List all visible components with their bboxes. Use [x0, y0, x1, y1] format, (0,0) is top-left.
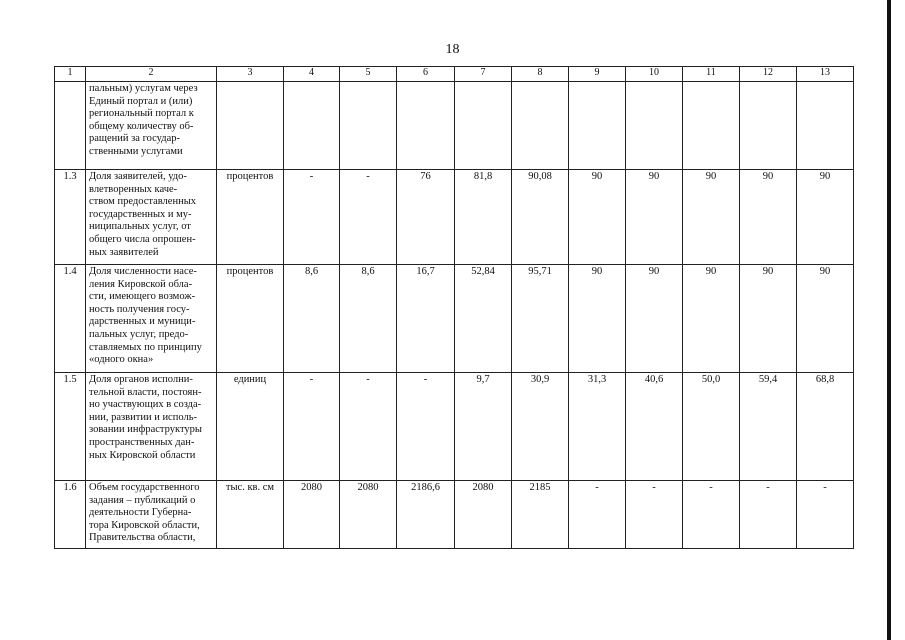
indicator-name — [86, 170, 217, 265]
indicator-name-line: тельной власти, постоян- — [89, 386, 202, 398]
unit-of-measure: процентов — [217, 265, 284, 373]
value-cell: 90 — [569, 265, 626, 373]
indicator-name-line: но участвующих в созда- — [89, 399, 202, 411]
value-cell: 90 — [626, 265, 683, 373]
table-row — [55, 481, 854, 549]
value-cell: 2080 — [340, 481, 397, 549]
value-cell: 90 — [740, 265, 797, 373]
value-cell — [340, 82, 397, 170]
value-cell: - — [284, 373, 340, 481]
value-cell: 90 — [740, 170, 797, 265]
value-cell: - — [683, 481, 740, 549]
table-row — [55, 170, 854, 265]
value-cell: 90 — [797, 170, 854, 265]
page-number: 18 — [445, 42, 460, 57]
column-header: 1 — [55, 67, 86, 82]
indicator-name-line: ниципальных услуг, от — [89, 221, 191, 233]
value-cell: 90,08 — [512, 170, 569, 265]
table-row — [55, 373, 854, 481]
column-header: 4 — [284, 67, 340, 82]
indicator-name-line: Доля органов исполни- — [89, 374, 193, 385]
value-cell: 2186,6 — [397, 481, 455, 549]
value-cell: - — [340, 373, 397, 481]
value-cell: - — [397, 373, 455, 481]
value-cell — [455, 82, 512, 170]
column-header: 13 — [797, 67, 854, 82]
column-header: 11 — [683, 67, 740, 82]
indicator-name-line: зовании инфраструктуры — [89, 424, 202, 436]
indicator-name-line: Объем государственного — [89, 482, 200, 493]
value-cell: - — [340, 170, 397, 265]
indicator-table — [54, 66, 854, 549]
column-header: 10 — [626, 67, 683, 82]
indicator-name-line: Доля численности насе- — [89, 266, 197, 277]
indicator-name-line: ных Кировской области — [89, 449, 196, 461]
indicator-name-line: ных заявителей — [89, 246, 159, 258]
row-number — [55, 82, 86, 170]
value-cell: - — [569, 481, 626, 549]
indicator-name-line: влетворенных каче- — [89, 183, 178, 195]
value-cell: 90 — [797, 265, 854, 373]
header-row — [55, 67, 854, 82]
indicator-name-line: ставляемых по принципу — [89, 341, 202, 353]
value-cell: 90 — [683, 265, 740, 373]
indicator-name-line: задания – публикаций о — [89, 494, 196, 506]
value-cell: 95,71 — [512, 265, 569, 373]
value-cell: - — [626, 481, 683, 549]
indicator-name-line: пальных услуг, предо- — [89, 328, 189, 340]
indicator-name-line: дарственных и муници- — [89, 316, 196, 328]
column-header: 9 — [569, 67, 626, 82]
value-cell: 50,0 — [683, 373, 740, 481]
indicator-name-line: ность получения госу- — [89, 303, 190, 315]
unit-of-measure: единиц — [217, 373, 284, 481]
value-cell: 90 — [626, 170, 683, 265]
value-cell: 2080 — [455, 481, 512, 549]
indicator-name — [86, 82, 217, 170]
indicator-name-line: Доля заявителей, удо- — [89, 171, 187, 182]
indicator-name — [86, 373, 217, 481]
indicator-name-line: ством предоставленных — [89, 196, 196, 208]
indicator-name-line: деятельности Губерна- — [89, 507, 192, 519]
value-cell: 81,8 — [455, 170, 512, 265]
column-header: 8 — [512, 67, 569, 82]
indicator-name-line: Правительства области, — [89, 532, 196, 544]
page-edge-rule — [887, 0, 891, 640]
table-row — [55, 265, 854, 373]
value-cell: 52,84 — [455, 265, 512, 373]
indicator-name-line: тора Кировской области, — [89, 519, 200, 531]
indicator-name-line: ственными услугами — [89, 145, 183, 157]
value-cell — [284, 82, 340, 170]
column-header: 2 — [86, 67, 217, 82]
value-cell: 9,7 — [455, 373, 512, 481]
value-cell: 40,6 — [626, 373, 683, 481]
column-header: 5 — [340, 67, 397, 82]
indicator-name — [86, 481, 217, 549]
value-cell — [512, 82, 569, 170]
value-cell: 76 — [397, 170, 455, 265]
indicator-name-line: региональный портал к — [89, 108, 194, 120]
unit-of-measure — [217, 82, 284, 170]
value-cell — [740, 82, 797, 170]
value-cell — [397, 82, 455, 170]
indicator-name-line: ления Кировской обла- — [89, 278, 193, 290]
value-cell: 90 — [683, 170, 740, 265]
value-cell: 59,4 — [740, 373, 797, 481]
unit-of-measure: процентов — [217, 170, 284, 265]
column-header: 6 — [397, 67, 455, 82]
value-cell: 8,6 — [284, 265, 340, 373]
value-cell — [626, 82, 683, 170]
value-cell: 8,6 — [340, 265, 397, 373]
row-number: 1.6 — [55, 481, 86, 549]
indicator-name-line: пальным) услугам через — [89, 83, 198, 94]
column-header: 7 — [455, 67, 512, 82]
value-cell: - — [797, 481, 854, 549]
column-header: 12 — [740, 67, 797, 82]
row-number: 1.5 — [55, 373, 86, 481]
column-header: 3 — [217, 67, 284, 82]
indicator-name-line: сти, имеющего возмож- — [89, 291, 196, 303]
indicator-name-line: нии, развитии и исполь- — [89, 411, 197, 423]
value-cell: 2185 — [512, 481, 569, 549]
value-cell: - — [284, 170, 340, 265]
row-number: 1.3 — [55, 170, 86, 265]
value-cell: 2080 — [284, 481, 340, 549]
indicator-name-line: Единый портал и (или) — [89, 95, 193, 107]
value-cell — [797, 82, 854, 170]
indicator-name-line: общему количеству об- — [89, 120, 194, 132]
row-number: 1.4 — [55, 265, 86, 373]
indicator-name-line: общего числа опрошен- — [89, 233, 196, 245]
indicator-name-line: государственных и му- — [89, 208, 192, 220]
value-cell: - — [740, 481, 797, 549]
indicator-name-line: «одного окна» — [89, 354, 154, 366]
value-cell — [683, 82, 740, 170]
indicator-name-line: пространственных дан- — [89, 436, 195, 448]
value-cell: 68,8 — [797, 373, 854, 481]
value-cell: 90 — [569, 170, 626, 265]
unit-of-measure: тыс. кв. см — [217, 481, 284, 549]
indicator-name-line: ращений за государ- — [89, 133, 180, 145]
table-row — [55, 82, 854, 170]
indicator-name — [86, 265, 217, 373]
value-cell: 16,7 — [397, 265, 455, 373]
value-cell: 30,9 — [512, 373, 569, 481]
value-cell — [569, 82, 626, 170]
value-cell: 31,3 — [569, 373, 626, 481]
